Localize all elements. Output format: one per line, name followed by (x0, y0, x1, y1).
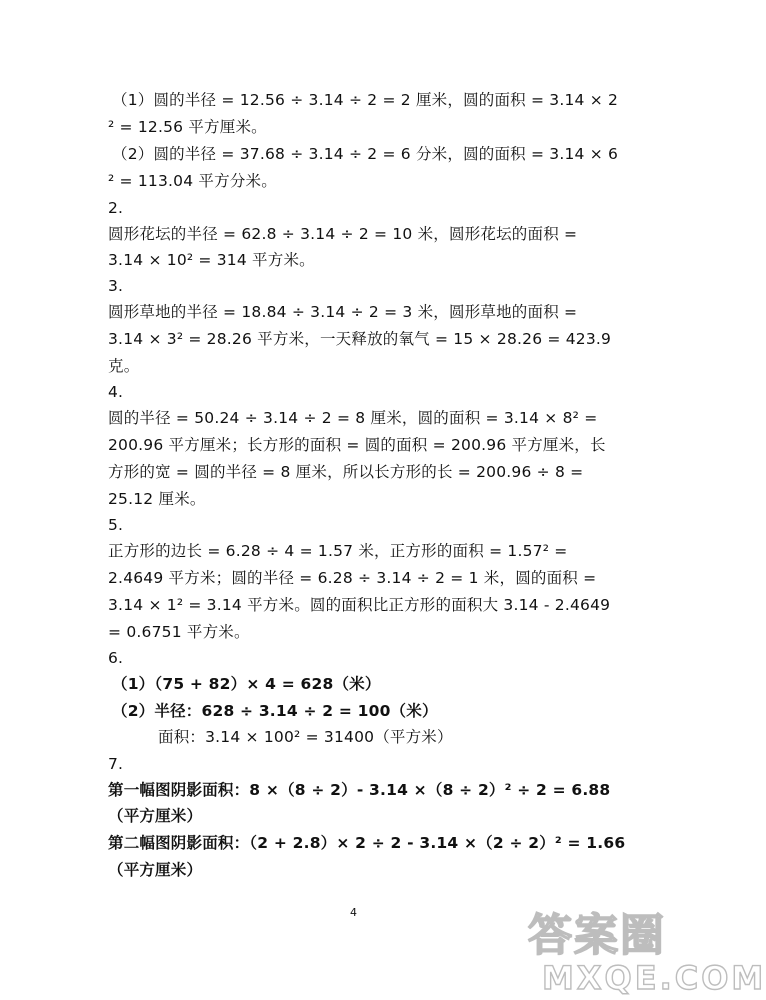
text-line: 第一幅图阴影面积：8 ×（8 ÷ 2）- 3.14 ×（8 ÷ 2）² ÷ 2 = 6.88 (108, 781, 611, 799)
text-line: = 0.6751 平方米。 (108, 623, 250, 641)
text-line: 面积：3.14 × 100² = 31400（平方米） (158, 728, 453, 746)
text-line: （1）圆的半径 = 12.56 ÷ 3.14 ÷ 2 = 2 厘米，圆的面积 = 3.14 × 2 (112, 91, 619, 109)
text-line: 圆的半径 = 50.24 ÷ 3.14 ÷ 2 = 8 厘米，圆的面积 = 3.14 × 8² = (108, 409, 598, 427)
text-line: 25.12 厘米。 (108, 490, 206, 508)
text-line: 克。 (108, 357, 140, 375)
section-number: 4. (108, 383, 124, 401)
text-line: 3.14 × 10² = 314 平方米。 (108, 251, 315, 269)
watermark-url-text: MXQE.COM (542, 959, 766, 997)
text-line: 圆形花坛的半径 = 62.8 ÷ 3.14 ÷ 2 = 10 米，圆形花坛的面积 = (108, 225, 578, 243)
text-line: （1）（75 + 82）× 4 = 628（米） (112, 675, 381, 693)
text-line: （2）圆的半径 = 37.68 ÷ 3.14 ÷ 2 = 6 分米，圆的面积 = 3.14 × 6 (112, 145, 619, 163)
text-line: 方形的宽 = 圆的半径 = 8 厘米，所以长方形的长 = 200.96 ÷ 8 = (108, 463, 584, 481)
watermark-top-text: 答案圈 (528, 910, 666, 961)
text-line: 圆形草地的半径 = 18.84 ÷ 3.14 ÷ 2 = 3 米，圆形草地的面积 = (108, 303, 578, 321)
section-number: 2. (108, 199, 124, 217)
text-line: ² = 12.56 平方厘米。 (108, 118, 267, 136)
text-line: 3.14 × 1² = 3.14 平方米。圆的面积比正方形的面积大 3.14 - 2.4649 (108, 596, 611, 614)
text-line: 第二幅图阴影面积：（2 + 2.8）× 2 ÷ 2 - 3.14 ×（2 ÷ 2）² = 1.66 (108, 834, 626, 852)
text-line: （2）半径：628 ÷ 3.14 ÷ 2 = 100（米） (112, 702, 438, 720)
text-line: （平方厘米） (108, 807, 203, 825)
text-line: 正方形的边长 = 6.28 ÷ 4 = 1.57 米，正方形的面积 = 1.57² = (108, 542, 568, 560)
text-line: （平方厘米） (108, 861, 203, 879)
section-number: 3. (108, 277, 124, 295)
text-line: 3.14 × 3² = 28.26 平方米，一天释放的氧气 = 15 × 28.26 = 423.9 (108, 330, 612, 348)
section-number: 6. (108, 649, 124, 667)
text-line: 2.4649 平方米；圆的半径 = 6.28 ÷ 3.14 ÷ 2 = 1 米，圆的面积 = (108, 569, 597, 587)
section-number: 7. (108, 755, 124, 773)
text-line: 200.96 平方厘米；长方形的面积 = 圆的面积 = 200.96 平方厘米，长 (108, 436, 606, 454)
text-line: ² = 113.04 平方分米。 (108, 172, 277, 190)
page-number: 4 (350, 906, 357, 919)
watermark-logo (528, 910, 766, 998)
section-number: 5. (108, 516, 124, 534)
